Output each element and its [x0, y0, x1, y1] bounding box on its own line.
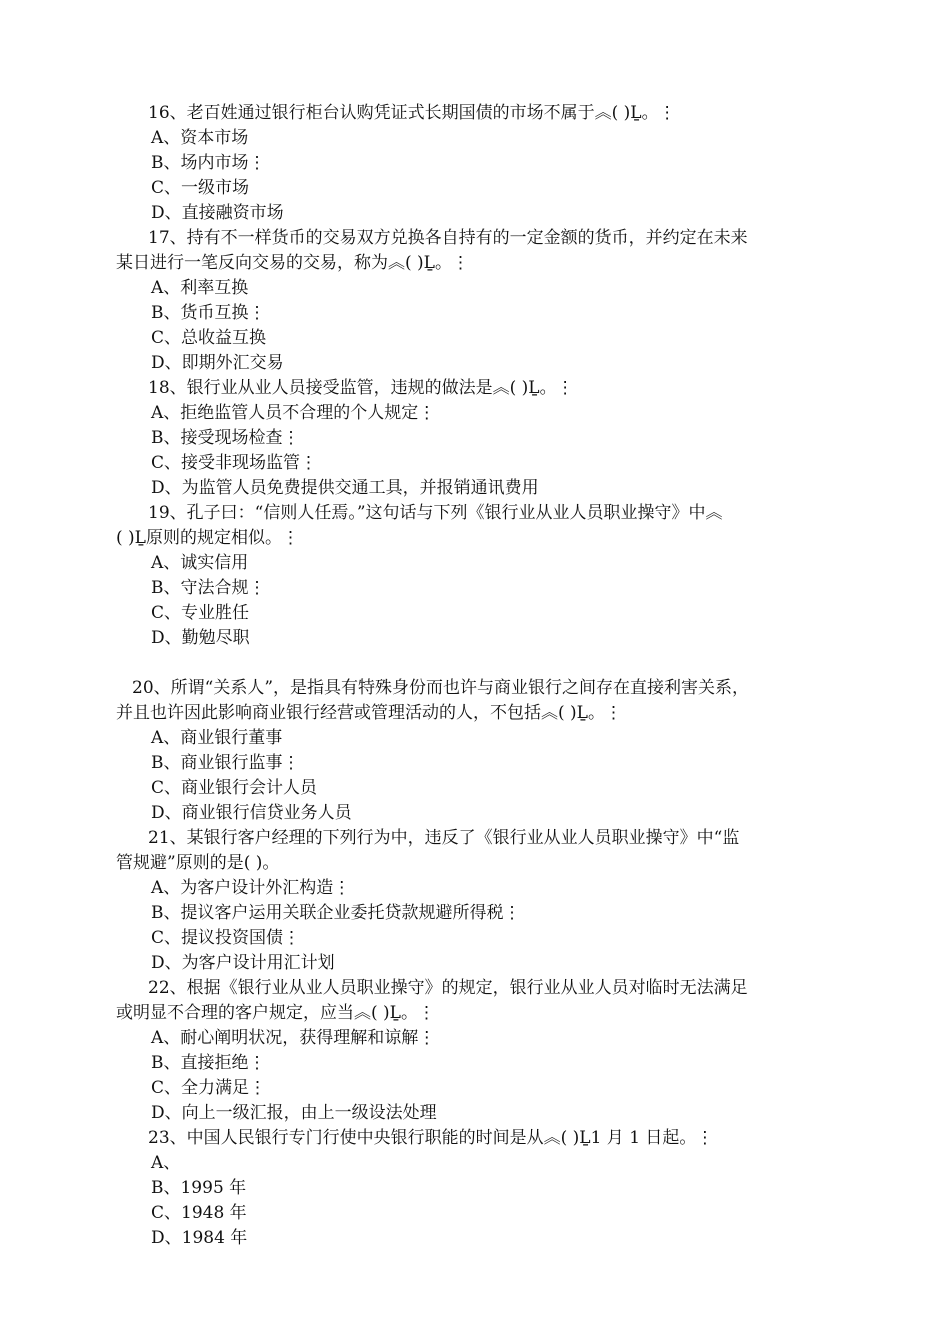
question-23-option-a: A、: [151, 1153, 181, 1173]
question-16-option-c: C、一级市场: [151, 178, 250, 198]
question-21-text: 21、某银行客户经理的下列行为中，违反了《银行业从业人员职业操守》中“监: [148, 828, 740, 848]
question-18-option-b: B、接受现场检查⋮: [151, 428, 300, 448]
question-21-option-a: A、为客户设计外汇构造⋮: [151, 878, 351, 898]
question-19-option-b: B、守法合规⋮: [151, 578, 266, 598]
question-22-option-b: B、直接拒绝⋮: [151, 1053, 266, 1073]
question-20-option-b: B、商业银行监事⋮: [151, 753, 300, 773]
question-21-option-b: B、提议客户运用关联企业委托贷款规避所得税⋮: [151, 903, 521, 923]
question-22-option-d: D、向上一级汇报，由上一级设法处理: [151, 1103, 437, 1123]
question-22-text: 22、根据《银行业从业人员职业操守》的规定，银行业从业人员对临时无法满足: [148, 978, 748, 998]
question-20-text: 20、所谓“关系人”，是指具有特殊身份而也许与商业银行之间存在直接利害关系，: [132, 678, 750, 698]
question-17-option-d: D、即期外汇交易: [151, 353, 284, 373]
question-17-option-a: A、利率互换: [151, 278, 249, 298]
question-20-option-c: C、商业银行会计人员: [151, 778, 318, 798]
question-21-option-d: D、为客户设计用汇计划: [151, 953, 335, 973]
question-17-option-b: B、货币互换⋮: [151, 303, 266, 323]
question-19-text: 19、孔子曰：“信则人任焉。”这句话与下列《银行业从业人员职业操守》中︽: [148, 503, 723, 523]
question-19-option-d: D、勤勉尽职: [151, 628, 250, 648]
question-20-text-cont: 并且也许因此影响商业银行经营或管理活动的人，不包括︽( )Ḻ。⋮: [116, 703, 622, 723]
question-18-option-c: C、接受非现场监管⋮: [151, 453, 318, 473]
question-16-option-b: B、场内市场⋮: [151, 153, 266, 173]
question-18-option-d: D、为监管人员免费提供交通工具，并报销通讯费用: [151, 478, 539, 498]
question-22-option-a: A、耐心阐明状况，获得理解和谅解⋮: [151, 1028, 436, 1048]
question-16-option-a: A、资本市场: [151, 128, 249, 148]
question-21-option-c: C、提议投资国债⋮: [151, 928, 301, 948]
question-23-option-c: C、1948 年: [151, 1203, 247, 1223]
question-18-text: 18、银行业从业人员接受监管，违规的做法是︽( )Ḻ。⋮: [148, 378, 574, 398]
question-19-option-c: C、专业胜任: [151, 603, 250, 623]
question-23-option-b: B、1995 年: [151, 1178, 247, 1198]
question-18-option-a: A、拒绝监管人员不合理的个人规定⋮: [151, 403, 436, 423]
question-16-option-d: D、直接融资市场: [151, 203, 284, 223]
question-17-option-c: C、总收益互换: [151, 328, 267, 348]
question-19-text-cont: ( )Ḻ原则的规定相似。⋮: [116, 528, 299, 548]
question-23-text: 23、中国人民银行专门行使中央银行职能的时间是从︽( )Ḻ1 月 1 日起。⋮: [148, 1128, 714, 1148]
question-23-option-d: D、1984 年: [151, 1228, 248, 1248]
question-20-option-a: A、商业银行董事: [151, 728, 283, 748]
question-22-option-c: C、全力满足⋮: [151, 1078, 267, 1098]
question-20-option-d: D、商业银行信贷业务人员: [151, 803, 352, 823]
question-17-text: 17、持有不一样货币的交易双方兑换各自持有的一定金额的货币，并约定在未来: [148, 228, 748, 248]
question-22-text-cont: 或明显不合理的客户规定，应当︽( )Ḻ。⋮: [116, 1003, 435, 1023]
question-21-text-cont: 管规避”原则的是( )。: [116, 853, 280, 873]
question-19-option-a: A、诚实信用: [151, 553, 249, 573]
question-17-text-cont: 某日进行一笔反向交易的交易，称为︽( )Ḻ。⋮: [116, 253, 469, 273]
question-16-text: 16、老百姓通过银行柜台认购凭证式长期国债的市场不属于︽( )Ḻ。⋮: [148, 103, 676, 123]
